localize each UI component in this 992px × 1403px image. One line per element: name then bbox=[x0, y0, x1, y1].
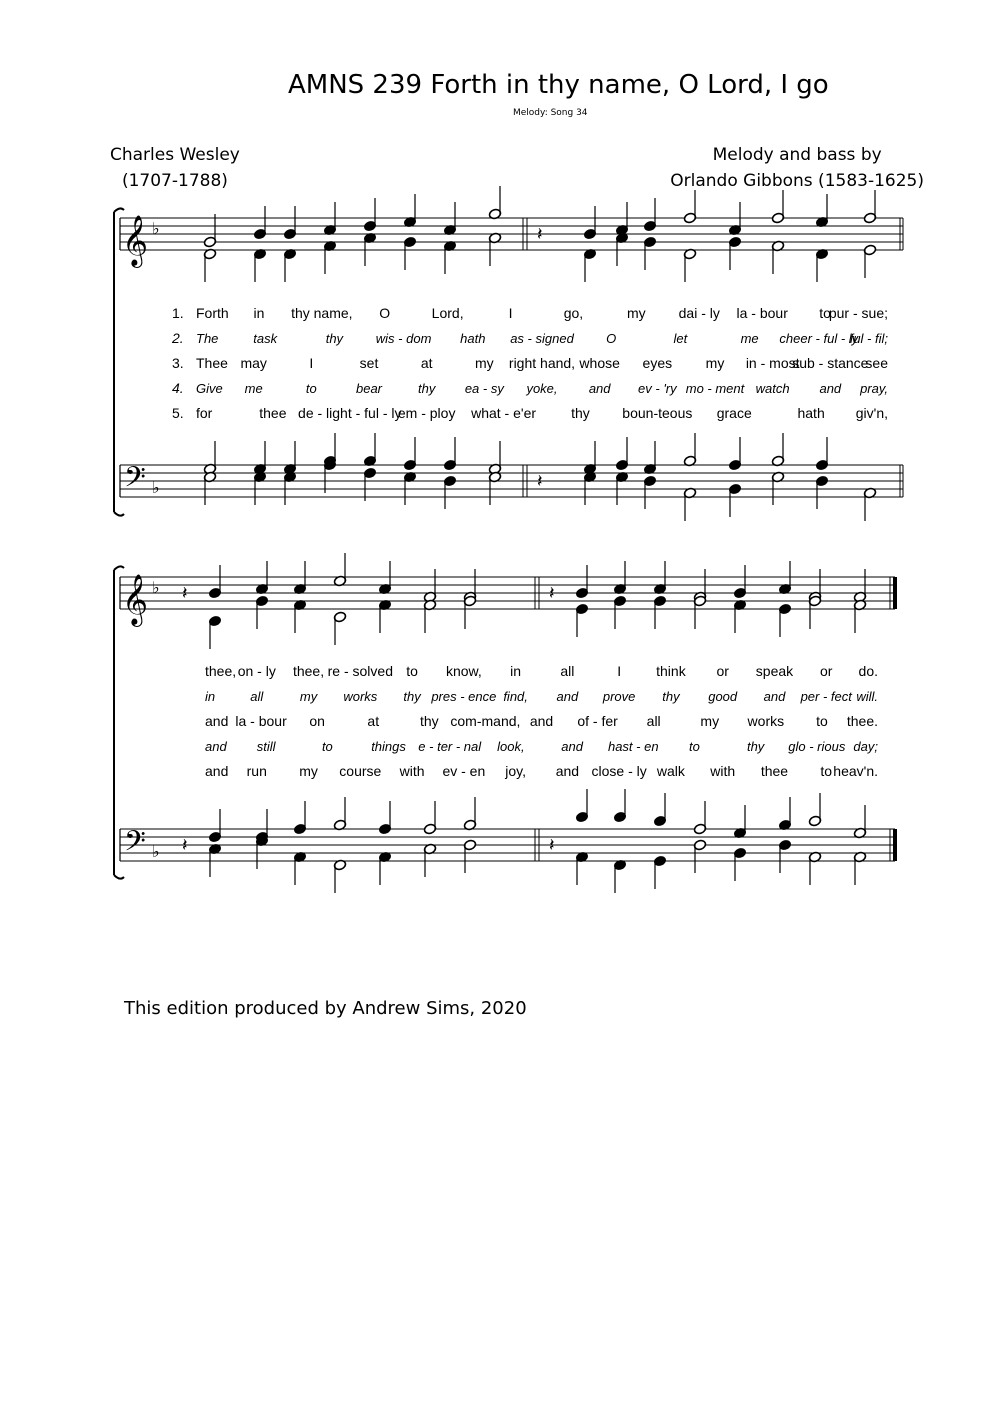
lyric-syllable: ev - 'ry bbox=[638, 381, 677, 396]
lyric-syllable: in bbox=[253, 305, 265, 321]
lyric-syllable: joy, bbox=[505, 763, 526, 779]
lyric-syllable: thee, bbox=[205, 663, 237, 679]
lyric-syllable: pray, bbox=[860, 381, 888, 396]
lyric-syllable: thy bbox=[325, 331, 344, 346]
lyric-syllable: mo - ment bbox=[685, 381, 745, 396]
lyric-syllable: de - light - ful - ly bbox=[298, 405, 402, 421]
lyric-syllable: my bbox=[474, 355, 494, 371]
lyric-syllable: I bbox=[508, 305, 513, 321]
lyric-syllable: with bbox=[399, 763, 425, 779]
lyric-syllable: my bbox=[700, 713, 720, 729]
lyric-syllable: eyes bbox=[642, 355, 673, 371]
lyric-syllable: still bbox=[256, 739, 276, 754]
lyric-syllable: to bbox=[816, 713, 828, 729]
lyric-syllable: O bbox=[606, 331, 617, 346]
lyric-syllable: thy bbox=[417, 381, 436, 396]
lyric-syllable: and bbox=[819, 381, 842, 396]
lyric-syllable: think bbox=[656, 663, 686, 679]
lyric-syllable: thy bbox=[662, 689, 680, 704]
quarter-rest-icon: 𝄽 bbox=[182, 583, 188, 604]
lyric-syllable: of - fer bbox=[577, 713, 618, 729]
lyric-syllable: hath bbox=[797, 405, 825, 421]
lyric-syllable: for bbox=[196, 405, 213, 421]
lyric-syllable: set bbox=[359, 355, 379, 371]
lyric-syllable: yoke, bbox=[526, 381, 558, 396]
lyric-syllable: my bbox=[705, 355, 725, 371]
lyric-syllable: go, bbox=[563, 305, 584, 321]
lyric-syllable: run bbox=[246, 763, 267, 779]
verse-number: 5. bbox=[172, 405, 184, 421]
lyric-syllable: see bbox=[865, 355, 888, 371]
lyric-syllable: dai - ly bbox=[678, 305, 720, 321]
quarter-rest-icon: 𝄽 bbox=[549, 583, 555, 604]
music-credit-line1: Melody and bass by bbox=[712, 145, 882, 165]
lyric-syllable: task bbox=[253, 331, 278, 346]
lyric-syllable: hath bbox=[460, 331, 486, 346]
bass-key-flat-icon: ♭ bbox=[152, 842, 160, 861]
lyric-syllable: in - most bbox=[745, 355, 800, 371]
lyric-syllable: cheer - ful - ly bbox=[779, 331, 859, 346]
lyric-syllable: watch bbox=[755, 381, 790, 396]
lyric-syllable: Thee bbox=[196, 355, 228, 371]
lyric-syllable: will. bbox=[856, 689, 878, 704]
edition-credit: This edition produced by Andrew Sims, 2020 bbox=[124, 998, 527, 1019]
lyric-syllable: know, bbox=[445, 663, 482, 679]
lyric-syllable: bear bbox=[355, 381, 383, 396]
lyric-syllable: sub - stance bbox=[792, 355, 869, 371]
lyric-syllable: walk bbox=[656, 763, 685, 779]
lyric-syllable: hast - en bbox=[607, 739, 659, 754]
lyric-syllable: at bbox=[420, 355, 433, 371]
words-author-dates: (1707-1788) bbox=[121, 171, 228, 191]
lyric-syllable: what - e'er bbox=[471, 405, 537, 421]
lyric-syllable: thy bbox=[403, 689, 421, 704]
lyric-syllable: my bbox=[627, 305, 646, 321]
lyric-syllable: wis - dom bbox=[375, 331, 432, 346]
lyric-syllable: and bbox=[205, 713, 229, 729]
lyric-syllable: thy bbox=[746, 739, 765, 754]
lyric-syllable: la - bour bbox=[736, 305, 788, 321]
lyric-syllable: and bbox=[763, 689, 786, 704]
lyric-syllable: la - bour bbox=[235, 713, 287, 729]
lyric-syllable: and bbox=[205, 763, 229, 779]
quarter-rest-icon: 𝄽 bbox=[182, 835, 188, 856]
lyric-syllable: I bbox=[617, 663, 622, 679]
lyric-syllable: my bbox=[299, 763, 318, 779]
lyric-syllable: day; bbox=[853, 739, 878, 754]
lyric-syllable: em - ploy bbox=[397, 405, 456, 421]
lyric-syllable: to bbox=[820, 763, 833, 779]
quarter-rest-icon: 𝄽 bbox=[537, 224, 543, 245]
lyric-syllable: ful - fil; bbox=[849, 331, 888, 346]
lyric-syllable: course bbox=[339, 763, 382, 779]
melody-name: Melody: Song 34 bbox=[513, 108, 588, 118]
music-credit-line2: Orlando Gibbons (1583-1625) bbox=[670, 171, 924, 191]
lyric-syllable: ev - en bbox=[442, 763, 486, 779]
lyric-syllable: things bbox=[371, 739, 406, 754]
bass-key-flat-icon: ♭ bbox=[152, 478, 160, 497]
lyric-syllable: thy bbox=[571, 405, 590, 421]
lyric-syllable: giv'n, bbox=[855, 405, 888, 421]
lyric-syllable: The bbox=[196, 331, 219, 346]
lyric-syllable: to bbox=[305, 381, 317, 396]
lyric-syllable: all bbox=[250, 689, 264, 704]
lyric-syllable: all bbox=[560, 663, 575, 679]
lyric-syllable: good bbox=[708, 689, 738, 704]
lyric-syllable: my bbox=[299, 689, 318, 704]
lyric-syllable: glo - rious bbox=[788, 739, 846, 754]
lyric-syllable: me bbox=[244, 381, 263, 396]
lyric-syllable: works bbox=[747, 713, 785, 729]
lyric-syllable: Forth bbox=[196, 305, 229, 321]
lyric-syllable: on bbox=[309, 713, 325, 729]
lyric-syllable: with bbox=[710, 763, 736, 779]
bass-clef-icon: 𝄢 bbox=[124, 461, 146, 501]
lyric-syllable: re - solved bbox=[327, 663, 393, 679]
lyric-syllable: thee bbox=[259, 405, 287, 421]
lyric-syllable: pres - ence bbox=[431, 689, 497, 704]
lyric-syllable: may bbox=[240, 355, 267, 371]
lyric-syllable: right hand, bbox=[508, 355, 576, 371]
lyric-syllable: works bbox=[343, 689, 378, 704]
lyric-syllable: in bbox=[205, 689, 216, 704]
lyric-syllable: and bbox=[588, 381, 611, 396]
quarter-rest-icon: 𝄽 bbox=[549, 835, 555, 856]
lyric-syllable: at bbox=[367, 713, 380, 729]
lyric-syllable: on - ly bbox=[237, 663, 276, 679]
lyric-syllable: do. bbox=[858, 663, 878, 679]
lyric-syllable: speak bbox=[755, 663, 794, 679]
lyric-syllable: or bbox=[716, 663, 729, 679]
lyric-syllable: and bbox=[555, 763, 580, 779]
lyric-syllable: and bbox=[529, 713, 554, 729]
lyric-syllable: ea - sy bbox=[464, 381, 504, 396]
lyric-syllable: thy bbox=[419, 713, 439, 729]
verse-number: 1. bbox=[172, 305, 184, 321]
lyric-syllable: I bbox=[309, 355, 314, 371]
lyric-syllable: Lord, bbox=[431, 305, 464, 321]
words-author: Charles Wesley bbox=[110, 145, 240, 165]
lyric-syllable: per - fect bbox=[800, 689, 852, 704]
lyric-syllable: and bbox=[205, 739, 227, 754]
lyric-syllable: and bbox=[556, 689, 579, 704]
lyric-syllable: in bbox=[510, 663, 522, 679]
bass-clef-icon: 𝄢 bbox=[124, 825, 146, 865]
lyric-syllable: or bbox=[820, 663, 833, 679]
lyric-syllable: close - ly bbox=[591, 763, 647, 779]
lyric-syllable: as - signed bbox=[510, 331, 574, 346]
lyric-syllable: to bbox=[321, 739, 333, 754]
hymn-title: AMNS 239 Forth in thy name, O Lord, I go bbox=[288, 70, 829, 100]
verse-number: 4. bbox=[172, 380, 184, 396]
lyric-syllable: let bbox=[673, 331, 688, 346]
lyric-syllable: to bbox=[406, 663, 418, 679]
lyric-syllable: to bbox=[819, 305, 831, 321]
lyric-syllable: thy name, bbox=[291, 305, 353, 321]
verse-number: 2. bbox=[172, 330, 184, 346]
lyric-syllable: com-mand, bbox=[450, 713, 521, 729]
lyric-syllable: me bbox=[740, 331, 759, 346]
treble-clef-icon: 𝄞 bbox=[122, 574, 149, 625]
lyric-syllable: boun-teous bbox=[622, 405, 693, 421]
lyric-syllable: O bbox=[379, 305, 391, 321]
lyric-syllable: thee bbox=[760, 763, 789, 779]
treble-key-flat-icon: ♭ bbox=[152, 578, 160, 597]
treble-clef-icon: 𝄞 bbox=[122, 215, 149, 266]
lyric-syllable: look, bbox=[497, 739, 525, 754]
lyric-syllable: pur - sue; bbox=[828, 305, 888, 321]
lyric-syllable: thee. bbox=[846, 713, 878, 729]
lyric-syllable: thee, bbox=[292, 663, 325, 679]
lyric-syllable: and bbox=[561, 739, 583, 754]
quarter-rest-icon: 𝄽 bbox=[537, 471, 543, 492]
lyric-syllable: all bbox=[646, 713, 661, 729]
lyric-syllable: whose bbox=[579, 355, 620, 371]
lyric-syllable: heav'n. bbox=[833, 763, 878, 779]
treble-key-flat-icon: ♭ bbox=[152, 219, 160, 238]
lyric-syllable: Give bbox=[196, 381, 223, 396]
lyric-syllable: to bbox=[689, 739, 700, 754]
lyric-syllable: find, bbox=[503, 689, 528, 704]
lyric-syllable: prove bbox=[602, 689, 636, 704]
lyric-syllable: e - ter - nal bbox=[418, 739, 482, 754]
verse-number: 3. bbox=[172, 355, 184, 371]
lyric-syllable: grace bbox=[716, 405, 752, 421]
